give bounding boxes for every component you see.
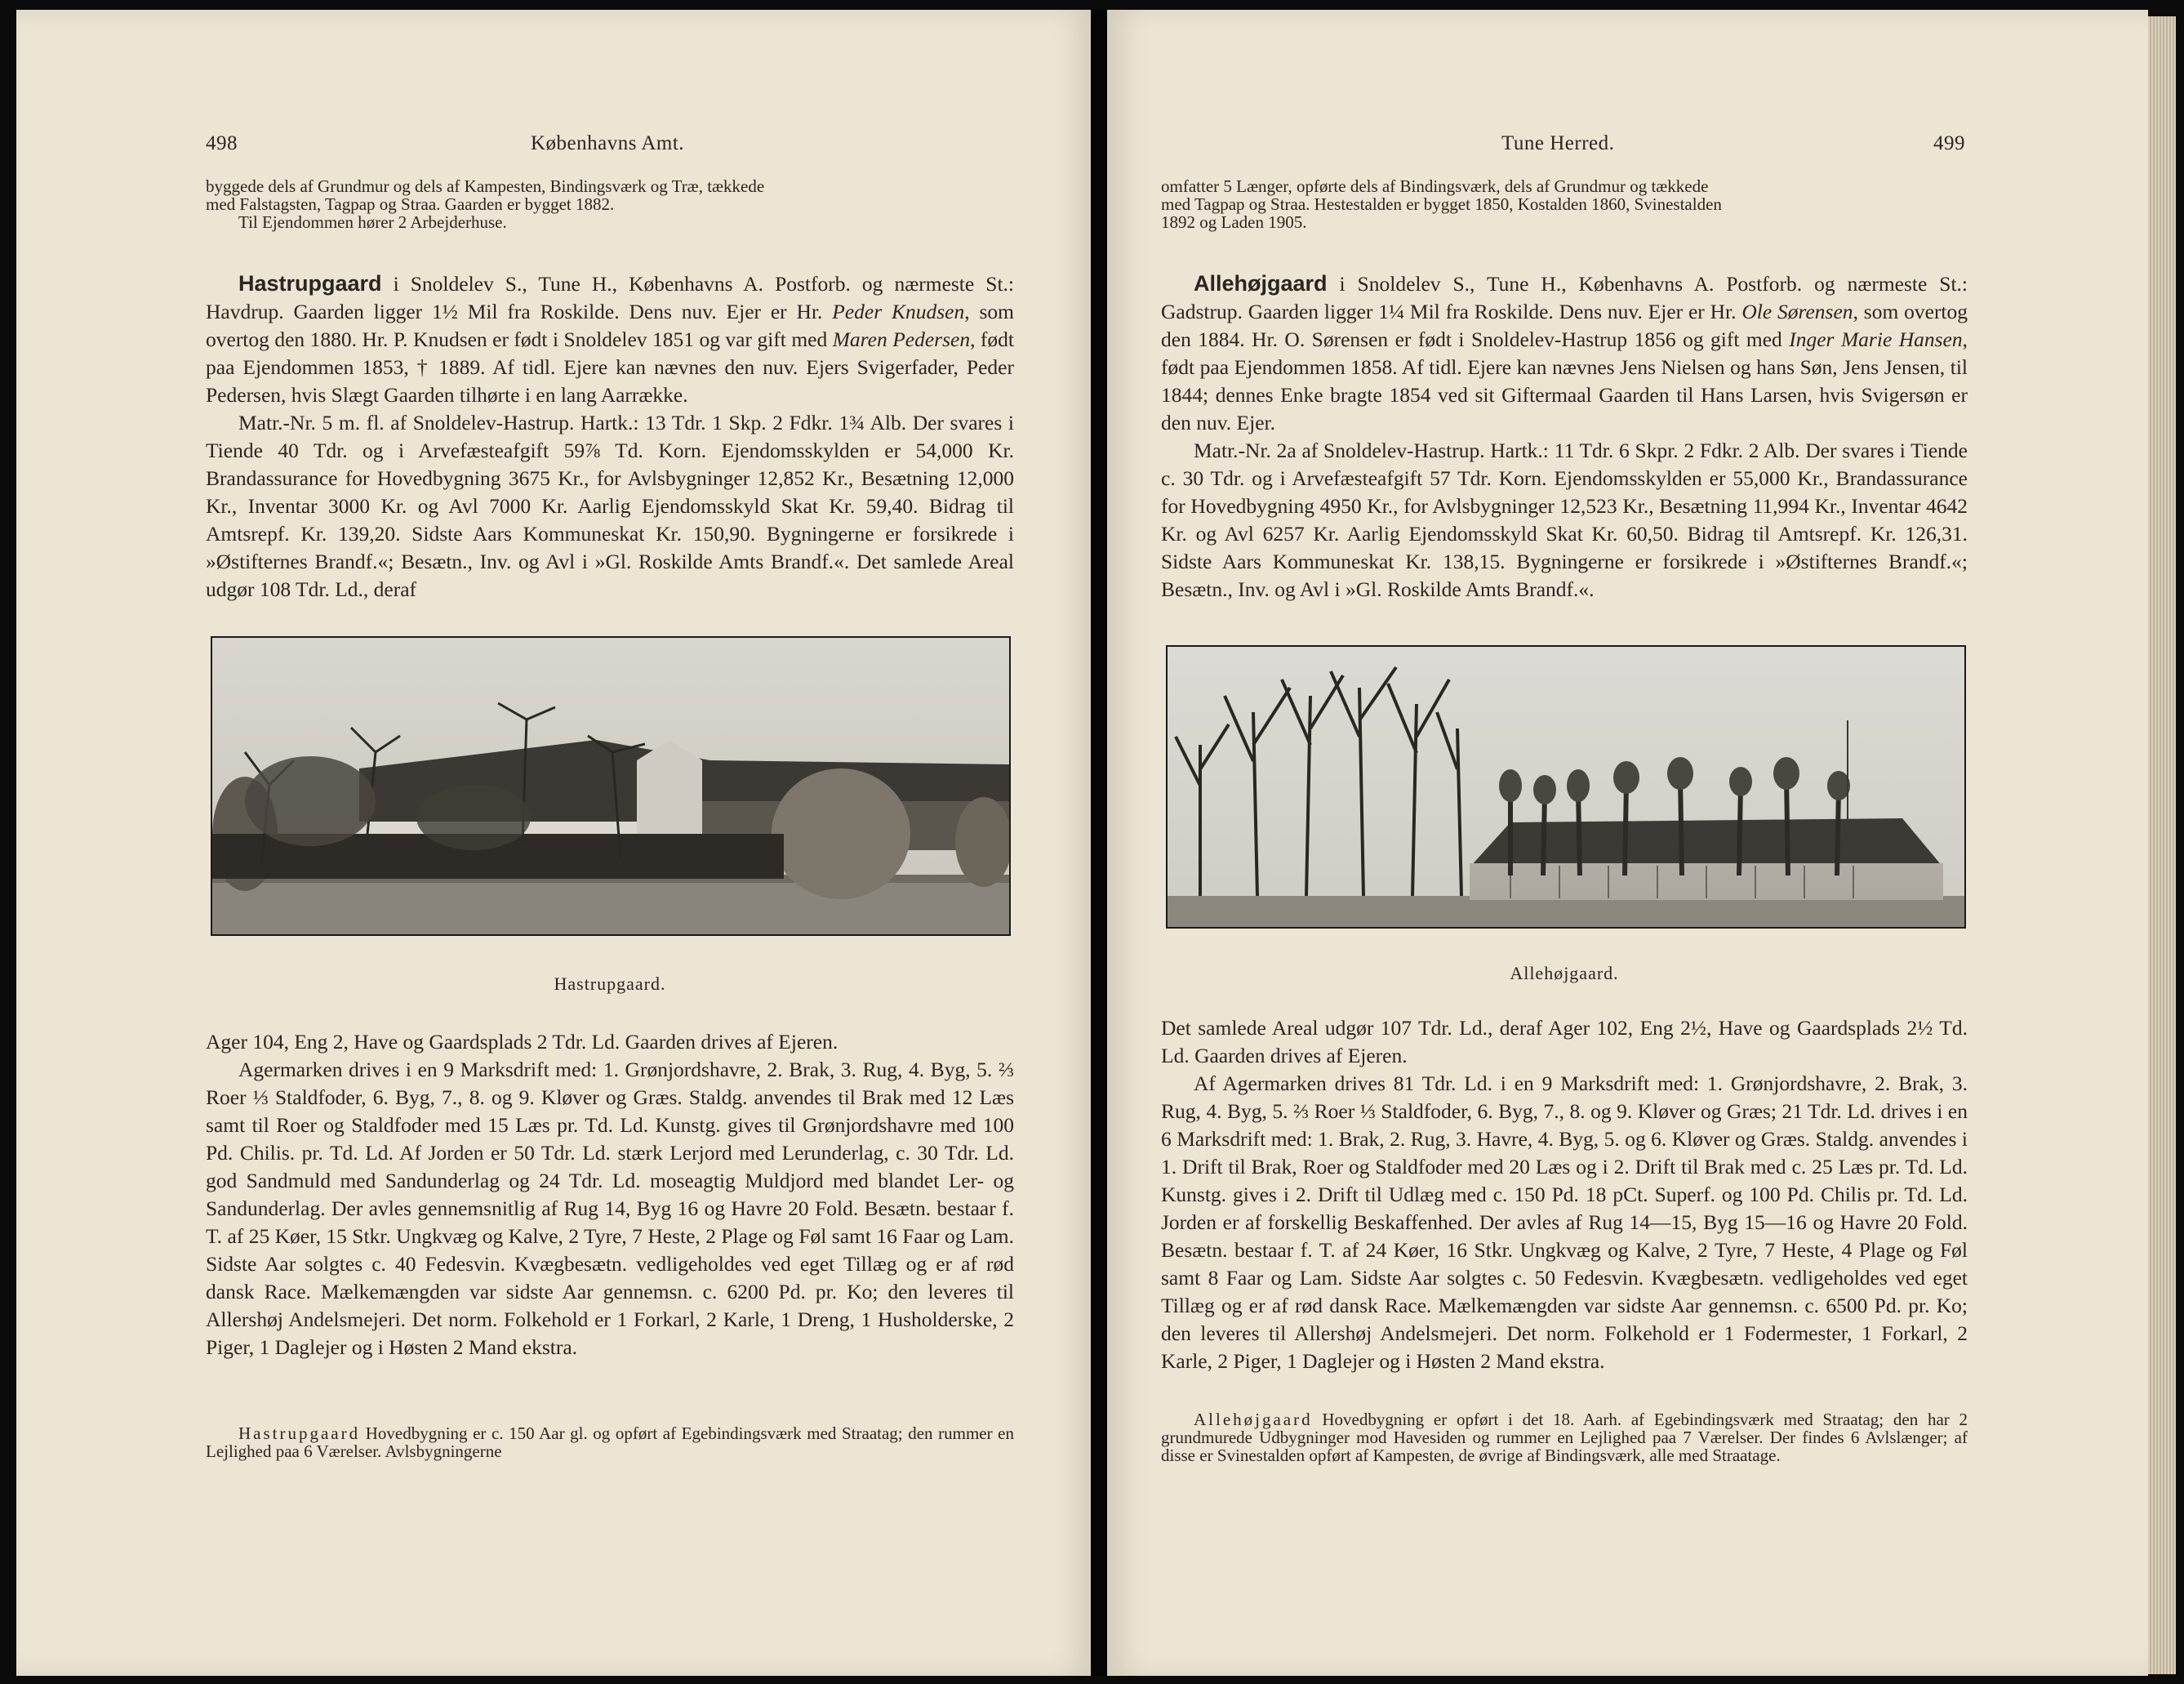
left-page bbox=[16, 10, 1091, 1676]
intro-line: med Tagpap og Straa. Hestestalden er bygget 1850, Kostalden 1860, Svinestalden bbox=[1161, 194, 1722, 214]
note-name: Allehøjgaard bbox=[1194, 1410, 1313, 1429]
entry-paragraph: Matr.-Nr. 2a af Snoldelev-Hastrup. Hartk.: 11 Tdr. 6 Skpr. 2 Fdkr. 2 Alb. Der svares i Tiende c. 30 Tdr. og i Arvefæsteafgift 57 Tdr. Korn. Ejendomsskylden er 55,000 Kr., Brandassurance for Hovedbygning 4950 Kr., for Avlsbygninger 12,523 Kr., Besætning 11,994 Kr., Inventar 4642 Kr. og Avl 6257 Kr. Aarlig Ejendomsskyld Skat Kr. 60,50. Bidrag til Amtsrepf. Kr. 126,31. Sidste Aars Kommuneskat Kr. 138,15. Bygningerne er forsikrede i »Østifternes Brandf.«; Besætn., Inv. og Avl i »Gl. Roskilde Amts Brandf.«. bbox=[1161, 439, 1968, 601]
note-name: Hastrupgaard bbox=[238, 1423, 361, 1443]
entry-body-bottom bbox=[1161, 1014, 1968, 1375]
wife-name: Inger Marie Hansen bbox=[1789, 327, 1963, 351]
entry-paragraph: Af Agermarken drives 81 Tdr. Ld. i en 9 Marksdrift med: 1. Grønjordshavre, 2. Brak, 3. Rug, 4. Byg, 5. ⅔ Roer ⅓ Staldfoder, 6. Byg, 7., 8. og 9. Kløver og Græs; 21 Tdr. Ld. drives i en 6 Marksdrift med: 1. Brak, 2. Rug, 3. Havre, 4. Byg, 5. og 6. Kløver og Græs. Staldg. anvendes i 1. Drift til Brak, Roer og Staldfoder med 20 Læs og i 2. Drift til Brak med c. 25 Læs pr. Td. Ld. Kunstg. gives i 2. Drift til Udlæg med c. 150 Pd. 18 pCt. Superf. og 100 Pd. Chilis pr. Td. Ld. Jorden er af forskellig Beskaffenhed. Der avles af Rug 14—15, Byg 15—16 og Havre 20 Fold. Besætn. bestaar f. T. af 24 Køer, 16 Stkr. Ungkvæg og Kalve, 2 Tyre, 7 Heste, 4 Plage og Føl samt 8 Faar og Lam. Sidste Aar solgtes c. 50 Fedesvin. Kvægbesætn. vedligeholdes ved eget Tillæg og er af rød dansk Race. Mælkemængden var sidste Aar gennemsn. c. 6500 Pd. pr. Ko; den leveres til Allershøj Andelsmejeri. Det norm. Folkehold er 1 Fodermester, 1 Forkarl, 2 Karle, 2 Piger, 1 Daglejer og i Høsten 2 Mand ekstra. bbox=[1161, 1071, 1968, 1373]
entry-paragraph: Agermarken drives i en 9 Marksdrift med: 1. Grønjordshavre, 2. Brak, 3. Rug, 4. Byg, 5. ⅔ Roer ⅓ Staldfoder, 6. Byg, 7., 8. og 9. Kløver og Græs. Staldg. anvendes til Brak med 12 Læs samt til Roer og Staldfoder med 15 Læs pr. Td. Ld. Kunstg. gives til Grønjordshavre med 100 Pd. Chilis. pr. Td. Ld. Af Jorden er 50 Tdr. Ld. stærk Lerjord med Lerunderlag, c. 30 Tdr. Ld. god Sandmuld med Sandunderlag og 24 Tdr. Ld. moseagtig Muldjord med blandet Ler- og Sandunderlag. Der avles gennemsnitlig af Rug 14, Byg 16 og Havre 20 Fold. Besætn. bestaar f. T. af 25 Køer, 15 Stkr. Ungkvæg og Kalve, 2 Tyre, 7 Heste, 2 Plage og Føl samt 16 Faar og Lam. Sidste Aar solgtes c. 40 Fedesvin. Kvægbesætn. vedligeholdes ved eget Tillæg og er af rød dansk Race. Mælkemængden var sidste Aar gennemsn. c. 6200 Pd. pr. Ko; den leveres til Allershøj Andelsmejeri. Det norm. Folkehold er 1 Forkarl, 2 Karle, 1 Dreng, 1 Husholderske, 2 Piger, 1 Daglejer og i Høsten 2 Mand ekstra. bbox=[206, 1058, 1014, 1359]
entry-text: i Snoldelev S., Tune H., Københavns A. Postforb. og nærmeste St.: Gadstrup. Gaarden ligger 1¼ Mil fra Roskilde. Dens nuv. Ejer er Hr. bbox=[1161, 272, 1968, 323]
note-text: Hovedbygning er opført i det 18. Aarh. af Egebindingsværk med Straatag; den har 2 grundmurede Udbygninger mod Havesiden og rummer en Lejlighed paa 7 Værelser. Der findes 6 Avlslænger; af disse er Svinestalden opført af Kampesten, de øvrige af Bindingsværk, alle med Straatage. bbox=[1161, 1410, 1968, 1465]
entry-paragraph bbox=[1161, 270, 1968, 437]
farm-photo bbox=[1166, 645, 1966, 929]
running-title: Tune Herred. bbox=[1501, 132, 1615, 154]
entry-text: , født paa Ejendommen 1853, † 1889. Af tidl. Ejere kan nævnes den nuv. Ejers Svigerfader, Peder Pedersen, hvis Slægt Gaarden tilhørte i en lang Aarrække. bbox=[206, 327, 1014, 407]
intro-line: 1892 og Laden 1905. bbox=[1161, 212, 1307, 232]
entry-paragraph bbox=[206, 270, 1014, 409]
page-edges bbox=[2148, 16, 2176, 1674]
entry-title: Hastrupgaard bbox=[238, 271, 382, 296]
entry-text: , som overtog den 1880. Hr. P. Knudsen er født i Snoldelev 1851 og var gift med bbox=[206, 300, 1015, 351]
intro-text bbox=[1161, 177, 1968, 231]
farm-photo-image bbox=[212, 638, 1009, 934]
owner-name: Peder Knudsen bbox=[832, 300, 965, 323]
entry-note bbox=[1161, 1410, 1968, 1464]
entry-text: , som overtog den 1884. Hr. O. Sørensen er født i Snoldelev-Hastrup 1856 og gift med bbox=[1161, 300, 1968, 351]
entry-text: , født paa Ejendommen 1858. Af tidl. Ejere kan nævnes Jens Nielsen og hans Søn, Jens Jensen, til 1844; dennes Enke bragte 1854 ved sit Giftermaal Gaarden til Hans Larsen, hvis Svigersøn er den nuv. Ejer. bbox=[1161, 327, 1968, 434]
entry-paragraph: Det samlede Areal udgør 107 Tdr. Ld., deraf Ager 102, Eng 2½, Have og Gaardsplads 2½ Td. Ld. Gaarden drives af Ejeren. bbox=[1161, 1016, 1968, 1067]
wife-name: Maren Pedersen bbox=[832, 327, 971, 351]
intro-line: med Falstagsten, Tagpap og Straa. Gaarden er bygget 1882. bbox=[206, 194, 615, 214]
entry-paragraph: Ager 104, Eng 2, Have og Gaardsplads 2 Tdr. Ld. Gaarden drives af Ejeren. bbox=[206, 1030, 838, 1054]
farm-photo-image bbox=[1168, 647, 1964, 927]
entry-title: Allehøjgaard bbox=[1194, 271, 1328, 296]
note-text: Hovedbygning er c. 150 Aar gl. og opført af Egebindingsværk med Straatag; den rummer en Lejlighed paa 6 Værelser. Avlsbygningerne bbox=[206, 1423, 1014, 1461]
entry-body-top bbox=[1161, 270, 1968, 604]
entry-body-bottom bbox=[206, 1028, 1014, 1361]
farm-photo bbox=[211, 636, 1011, 936]
intro-text bbox=[206, 177, 1014, 231]
running-title: Københavns Amt. bbox=[531, 132, 685, 154]
photo-caption: Hastrupgaard. bbox=[554, 973, 666, 994]
page-number: 499 bbox=[1933, 132, 1965, 154]
intro-line: omfatter 5 Længer, opførte dels af Bindingsværk, dels af Grundmur og tækkede bbox=[1161, 176, 1709, 196]
book-gutter bbox=[1091, 10, 1107, 1676]
entry-text: i Snoldelev S., Tune H., Københavns A. Postforb. og nærmeste St.: Havdrup. Gaarden ligger 1½ Mil fra Roskilde. Dens nuv. Ejer er Hr. bbox=[206, 272, 1014, 323]
intro-line: Til Ejendommen hører 2 Arbejderhuse. bbox=[238, 212, 507, 232]
entry-body-top bbox=[206, 270, 1014, 604]
intro-line: byggede dels af Grundmur og dels af Kampesten, Bindingsværk og Træ, tækkede bbox=[206, 176, 765, 196]
owner-name: Ole Sørensen bbox=[1741, 300, 1853, 323]
entry-paragraph: Matr.-Nr. 5 m. fl. af Snoldelev-Hastrup. Hartk.: 13 Tdr. 1 Skp. 2 Fdkr. 1¾ Alb. Der svares i Tiende 40 Tdr. og i Arvefæsteafgift 59⅞ Td. Korn. Ejendomsskylden er 54,000 Kr. Brandassurance for Hovedbygning 3675 Kr., for Avlsbygninger 12,852 Kr., Besætning 12,000 Kr., Inventar 3000 Kr. og Avl 7000 Kr. Aarlig Ejendomsskyld Skat Kr. 59,40. Bidrag til Amtsrepf. Kr. 139,20. Sidste Aars Kommuneskat Kr. 150,90. Bygningerne er forsikrede i »Østifternes Brandf.«; Besætn., Inv. og Avl i »Gl. Roskilde Amts Brandf.«. Det samlede Areal udgør 108 Tdr. Ld., deraf bbox=[206, 411, 1014, 601]
entry-note bbox=[206, 1424, 1014, 1460]
right-page bbox=[1107, 10, 2148, 1676]
page-number: 498 bbox=[206, 132, 238, 154]
photo-caption: Allehøjgaard. bbox=[1510, 963, 1619, 983]
